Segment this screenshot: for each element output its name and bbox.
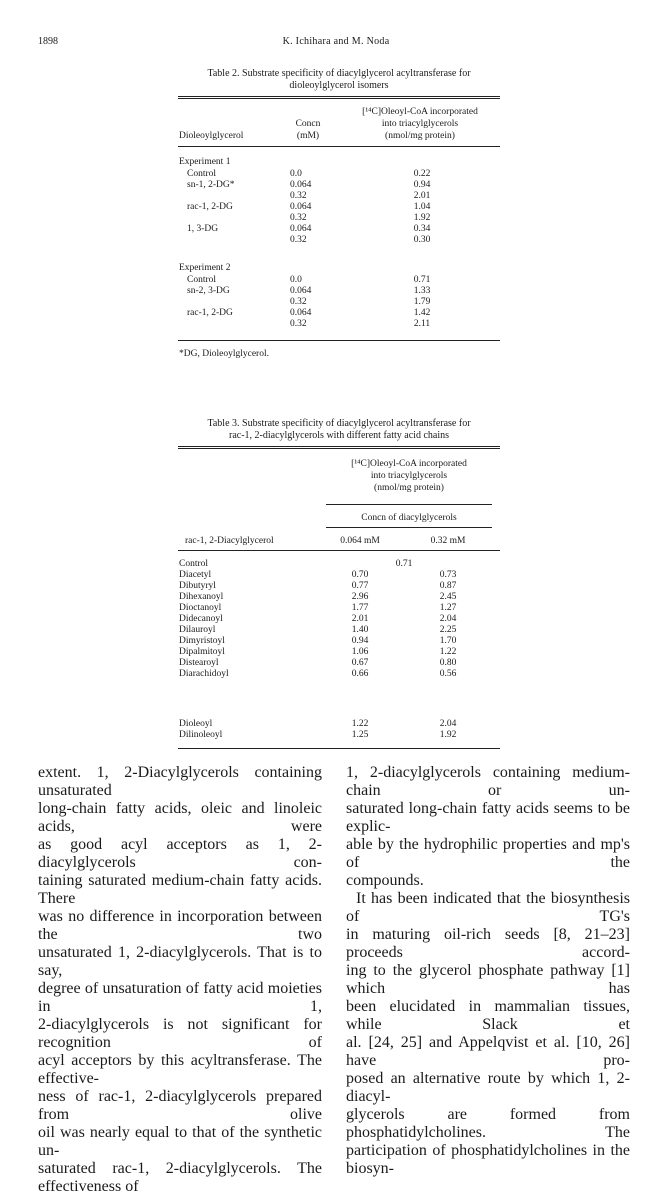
table2-row-concn: 0.0 [290,275,302,285]
body-text-line: posed an alternative route by which 1, 2-diacyl- [346,1070,630,1105]
table2-row-value: 1.42 [413,308,431,318]
table3-header-concn-high: 0.32 mM [430,536,466,546]
body-text-line: degree of unsaturation of fatty acid moieties in 1, [38,980,322,1015]
body-text-line: able by the hydrophilic properties and mp's of the [346,836,630,871]
table2-row-value: 0.94 [413,180,431,190]
table2-row-concn: 0.064 [290,308,312,318]
table2-row-value: 2.01 [413,191,431,201]
table2-row-concn: 0.32 [290,297,307,307]
table3-row-value-high: 1.92 [439,730,457,740]
table3-row-label: Dihexanoyl [179,592,224,602]
table2-row-value: 2.11 [413,319,431,329]
table2-bottom-rule [178,340,500,341]
table2-row-value: 0.22 [413,169,431,179]
body-text-line: compounds. [346,872,424,889]
body-text-line: ness of rac-1, 2-diacylglycerols prepared from olive [38,1088,322,1123]
table3-top-rule [178,446,500,449]
table2-row-concn: 0.32 [290,319,307,329]
table2-exp2-label: Experiment 2 [179,263,231,273]
table2-row-value: 1.92 [413,213,431,223]
table3-row-value-high: 2.45 [439,592,457,602]
table3-row-value-low: 1.25 [351,730,369,740]
body-text-line: It has been indicated that the biosynthesis of TG's [346,890,630,925]
table3-row-value-high: 0.56 [439,669,457,679]
body-text-line: glycerols are formed from phosphatidylcholines. The [346,1106,630,1141]
table2-row-label: sn-2, 3-DG [187,286,230,296]
body-text-line: unsaturated 1, 2-diacylglycerols. That is to say, [38,944,322,979]
table2-header-rule [178,146,500,147]
table2-row-value: 0.30 [413,235,431,245]
body-text-line: 1, 2-diacylglycerols containing medium-chain or un- [346,764,630,799]
table3-row-label: Diacetyl [179,570,212,580]
table2-row-concn: 0.064 [290,286,312,296]
table3-bottom-rule [178,748,500,749]
body-left-column [38,764,322,1196]
table3-caption-line2: rac-1, 2-diacylglycerols with different fatty acid chains [228,430,449,441]
table3-row-label: Dibutyryl [179,581,216,591]
table2-row-value: 1.33 [413,286,431,296]
table2-header-incorporated: [¹⁴C]Oleoyl-CoA incorporated into triacylglycerols (nmol/mg protein) [362,107,478,141]
body-text-line: acyl acceptors by this acyltransferase. The effective- [38,1052,322,1087]
table3-spanner-rule [326,504,492,505]
table2-row-concn: 0.064 [290,224,312,234]
table3-row-label: Dipalmitoyl [179,647,225,657]
table3-header-diacylglycerol: rac-1, 2-Diacylglycerol [185,536,274,546]
body-text-line: al. [24, 25] and Appelqvist et al. [10, 26] have pro- [346,1034,630,1069]
table2-header-dioleoylglycerol: Dioleoylglycerol [179,131,244,141]
table2-top-rule [178,96,500,99]
table2-row-label: rac-1, 2-DG [187,308,233,318]
table3-row-value-low: 0.67 [351,658,369,668]
running-authors: K. Ichihara and M. Noda [282,36,390,47]
table3-control-label: Control [179,559,209,569]
body-text-line: saturated long-chain fatty acids seems to be explic- [346,800,630,835]
table3-header-concn-low: 0.064 mM [340,536,380,546]
table3-row-value-high: 2.04 [439,719,457,729]
table3-header-subspanner: Concn of diacylglycerols [361,513,457,523]
table3-row-label: Dilinoleoyl [179,730,223,740]
table2-row-label: 1, 3-DG [187,224,219,234]
table3-row-value-low: 0.77 [351,581,369,591]
table3-row-value-high: 0.80 [439,658,457,668]
table2-row-concn: 0.0 [290,169,302,179]
body-text-line: oil was nearly equal to that of the synthetic un- [38,1124,322,1159]
table3-subspanner-rule [326,527,492,528]
table3-row-value-low: 2.01 [351,614,369,624]
table3-row-value-high: 2.04 [439,614,457,624]
table2-row-concn: 0.32 [290,213,307,223]
table3-row-label: Dimyristoyl [179,636,225,646]
table3-row-value-high: 1.70 [439,636,457,646]
body-text-line: in maturing oil-rich seeds [8, 21–23] proceeds accord- [346,926,630,961]
table3-row-value-high: 1.22 [439,647,457,657]
table2-caption-line2: dioleoylglycerol isomers [289,80,389,91]
table3-row-value-low: 0.66 [351,669,369,679]
table2-row-value: 1.79 [413,297,431,307]
body-text-line: long-chain fatty acids, oleic and linoleic acids, were [38,800,322,835]
table3-row-value-low: 1.06 [351,647,369,657]
table2-caption-line1: Table 2. Substrate specificity of diacylglycerol acyltransferase for [207,68,471,79]
table3-control-value: 0.71 [395,559,413,569]
table2-row-concn: 0.32 [290,191,307,201]
table3-row-value-low: 1.40 [351,625,369,635]
table3-row-value-low: 2.96 [351,592,369,602]
body-text-line: saturated rac-1, 2-diacylglycerols. The effectiveness of [38,1160,322,1195]
body-text-line: ing to the glycerol phosphate pathway [1] which has [346,962,630,997]
table2-row-concn: 0.064 [290,202,312,212]
table2-row-value: 1.04 [413,202,431,212]
table3-row-value-high: 2.25 [439,625,457,635]
body-text-line: was no difference in incorporation between the two [38,908,322,943]
table2-row-label: rac-1, 2-DG [187,202,233,212]
page-number: 1898 [38,36,58,47]
body-text-line: been elucidated in mammalian tissues, while Slack et [346,998,630,1033]
table3-row-label: Diarachidoyl [179,669,229,679]
table3-row-value-high: 0.87 [439,581,457,591]
table3-row-value-high: 0.73 [439,570,457,580]
table2-row-concn: 0.064 [290,180,312,190]
table2-row-label: Control [187,169,217,179]
table3-row-label: Dioleoyl [179,719,213,729]
table2-exp1-label: Experiment 1 [179,157,231,167]
table3-row-value-low: 0.94 [351,636,369,646]
table2-row-value: 0.34 [413,224,431,234]
table2-row-value: 0.71 [413,275,431,285]
table3-caption-line1: Table 3. Substrate specificity of diacylglycerol acyltransferase for [207,418,471,429]
body-right-column [346,764,630,1178]
body-text-line: participation of phosphatidylcholines in the biosyn- [346,1142,630,1177]
table3-row-value-low: 1.22 [351,719,369,729]
table3-header-spanner: [¹⁴C]Oleoyl-CoA incorporated into triacylglycerols (nmol/mg protein) [351,459,467,493]
table2-row-label: sn-1, 2-DG* [187,180,235,190]
table3-row-value-low: 1.77 [351,603,369,613]
body-text-line: taining saturated medium-chain fatty acids. There [38,872,322,907]
table2-header-concn: Concn (mM) [295,119,321,141]
body-text-line: 2-diacylglycerols is not significant for recognition of [38,1016,322,1051]
table3-header-rule [178,550,500,551]
body-text-line: extent. 1, 2-Diacylglycerols containing unsaturated [38,764,322,799]
table3-row-label: Didecanoyl [179,614,223,624]
table3-caption [178,418,500,442]
table2-row-label: Control [187,275,217,285]
table2-row-concn: 0.32 [290,235,307,245]
table3-row-value-low: 0.70 [351,570,369,580]
table3-row-label: Dilauroyl [179,625,216,635]
table2-footnote: *DG, Dioleoylglycerol. [179,349,269,359]
table3-row-label: Distearoyl [179,658,219,668]
table3-row-label: Dioctanoyl [179,603,222,613]
table2-caption [178,68,500,92]
table3-row-value-high: 1.27 [439,603,457,613]
running-header [0,36,672,50]
body-text-line: as good acyl acceptors as 1, 2-diacylglycerols con- [38,836,322,871]
